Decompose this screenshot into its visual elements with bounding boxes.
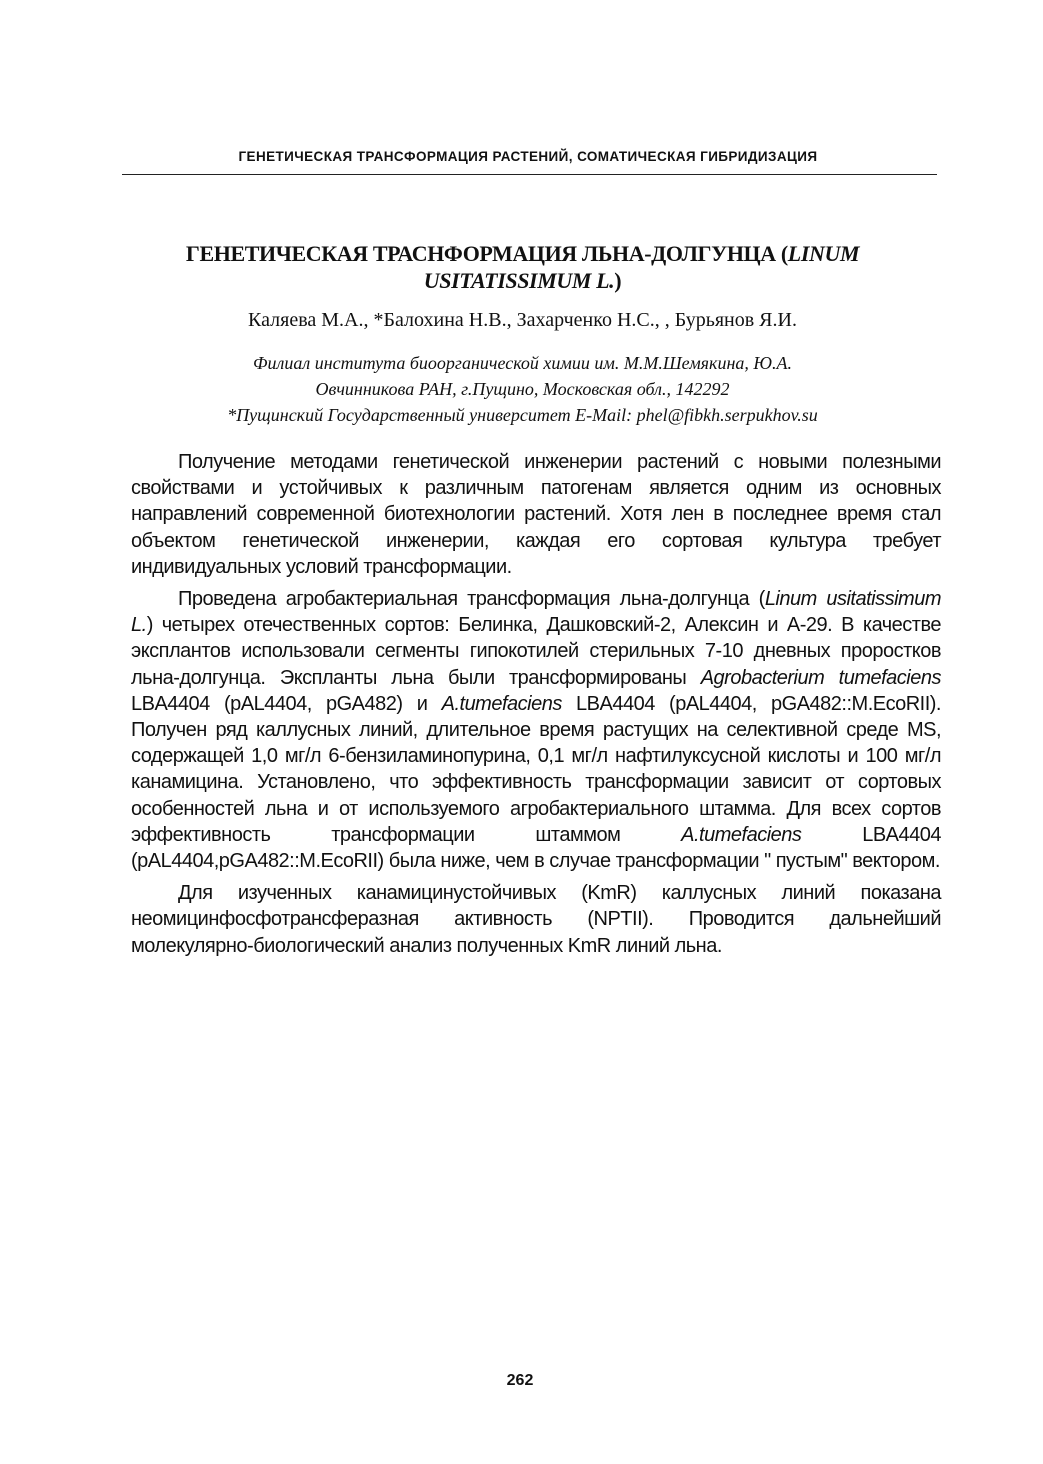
text-run: LBA4404 (pAL4404,pGA482::M.EcoRII) была ниже, чем в случае трансформации " пустым" вектором. (131, 823, 941, 873)
text-run: Проведена агробактериальная трансформация льна-долгунца ( (178, 588, 765, 611)
article-title (130, 240, 915, 294)
text-run: LBA4404 (pAL4404, pGA482::M.EcoRII). Получен ряд каллусных линий, длительное время растущих на селективной среде MS, содержащей 1,0 мг/л 6-бензиламинопурина, 0,1 мг/л нафтилуксусной кислоты и 100 мг/л канамицина. Установлено, что эффективность трансформации зависит от сортовых особенностей льна и от используемого агробактериального штамма. Для всех сортов эффективность трансформации штаммом (131, 692, 941, 846)
title-main: ГЕНЕТИЧЕСКАЯ ТРАСНФОРМАЦИЯ ЛЬНА-ДОЛГУНЦА ( (185, 241, 788, 266)
article-body (131, 449, 941, 965)
authors: Каляева М.А., *Балохина Н.В., Захарченко Н.С., , Бурьянов Я.И. (248, 309, 797, 331)
header-rule (122, 174, 937, 175)
paragraph-conclusion: Для изученных канамицинустойчивых (KmR) каллусных линий показана неомицинфосфотрансферазная активность (NPTII). Проводится дальнейший молекулярно-биологический анализ полученных KmR линий льна. (131, 882, 941, 957)
running-head: ГЕНЕТИЧЕСКАЯ ТРАНСФОРМАЦИЯ РАСТЕНИЙ, СОМАТИЧЕСКАЯ ГИБРИДИЗАЦИЯ (238, 149, 818, 164)
paragraph-methods (131, 586, 941, 874)
text-run: LBA4404 (pAL4404, pGA482) и (131, 692, 442, 715)
species-name: Linum usitatissimum L. (131, 588, 941, 637)
affiliation-line: Филиал института биоорганической химии им. М.М.Шемякина, Ю.А. (253, 353, 792, 373)
affiliation-line: Овчинникова РАН, г.Пущино, Московская обл., 142292 (315, 379, 730, 399)
affiliations (130, 350, 915, 428)
text-run: ) четырех отечественных сортов: Белинка, Дашковский-2, Алексин и А-29. В качестве эксплантов использовали сегменты гипокотилей стерильных 7-10 дневных проростков льна-долгунца. Экспланты льна были трансформированы (131, 614, 941, 689)
title-latin-name: LINUM USITATISSIMUM L. (423, 241, 860, 293)
title-close: ) (614, 268, 622, 293)
paragraph-intro: Получение методами генетической инженерии растений с новыми полезными свойствами и устойчивых к различным патогенам является одним из основных направлений современной биотехнологии растений. Хотя лен в последнее время стал объектом генетической инженерии, каждая его сортовая культура требует индивидуальных условий трансформации. (131, 451, 941, 578)
species-name: A.tumefaciens (681, 823, 802, 846)
affiliation-line: *Пущинский Государственный университет E-Mail: phel@fibkh.serpukhov.su (227, 405, 818, 425)
page-number: 262 (506, 1372, 534, 1389)
species-name: Agrobacterium tumefaciens (700, 666, 941, 689)
species-name: A.tumefaciens (441, 692, 562, 715)
